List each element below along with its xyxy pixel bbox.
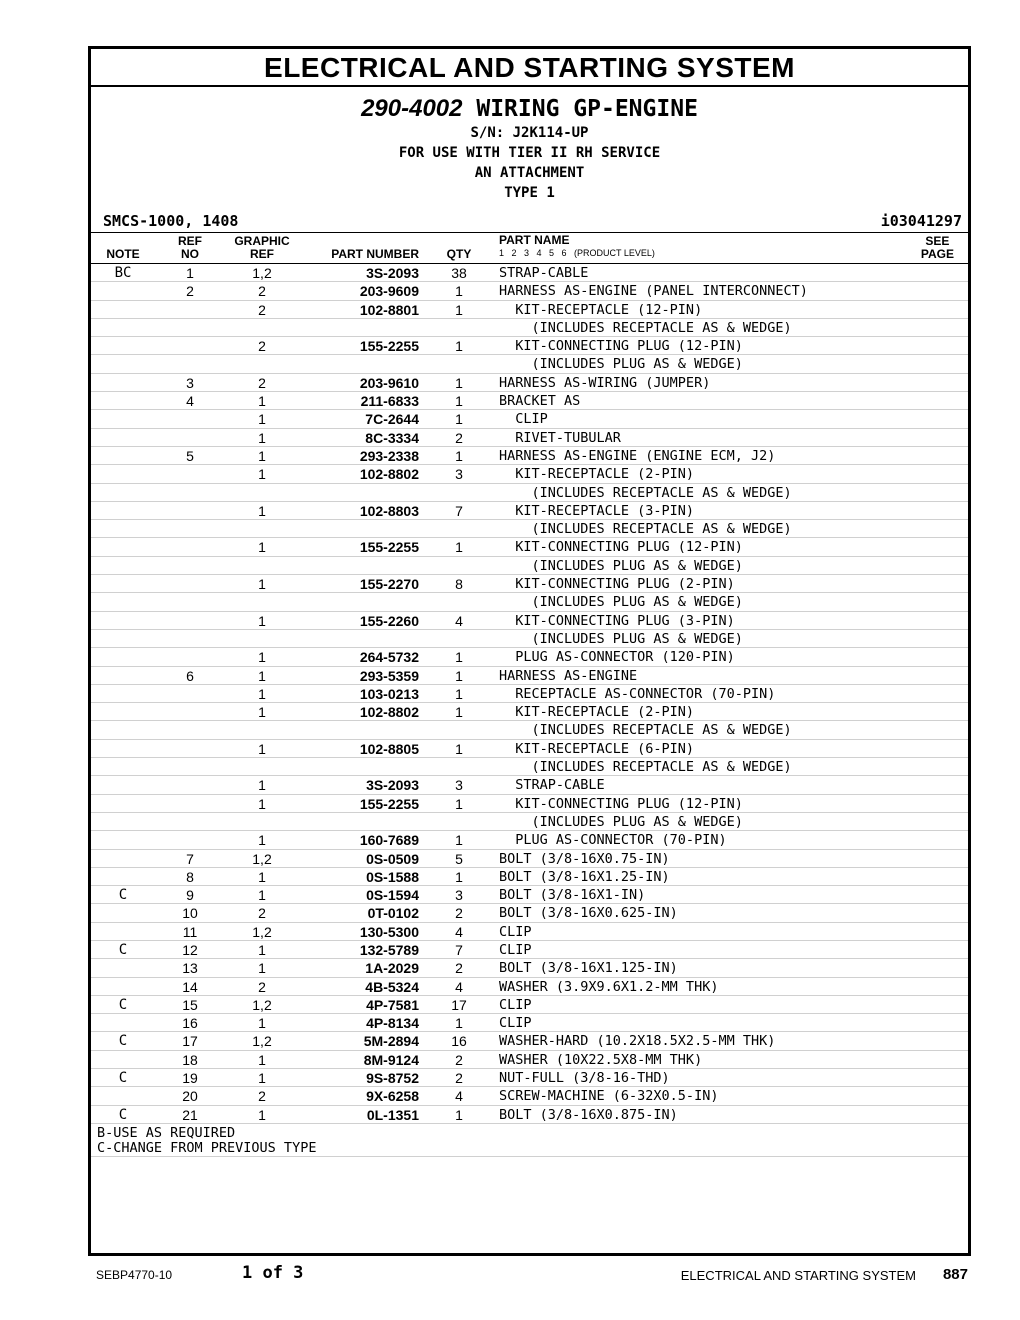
quantity-cell: 1: [455, 393, 463, 410]
quantity-cell: 7: [455, 502, 463, 519]
ref-number-cell: 9: [186, 887, 194, 904]
part-number-cell: 102-8803: [359, 502, 419, 519]
header-see-page: [921, 235, 954, 261]
ref-number-cell: 7: [186, 850, 194, 867]
part-number-cell: 102-8802: [359, 704, 419, 721]
table-row: [91, 868, 968, 886]
part-name-cell: HARNESS AS-ENGINE (ENGINE ECM, J2): [499, 447, 776, 464]
table-row: [91, 502, 968, 520]
graphic-ref-cell: 1: [258, 1051, 266, 1068]
part-name-cell: KIT-CONNECTING PLUG (12-PIN): [499, 539, 743, 556]
note-cell: C: [118, 1070, 128, 1087]
quantity-cell: 4: [455, 978, 463, 995]
quantity-cell: 1: [455, 1015, 463, 1032]
graphic-ref-cell: 2: [258, 905, 266, 922]
quantity-cell: 1: [455, 411, 463, 428]
part-number-cell: 0S-1588: [366, 868, 419, 885]
header-graphic-ref: [226, 235, 298, 261]
part-number-cell: 4P-8134: [366, 1015, 419, 1032]
table-row: [91, 301, 968, 319]
part-name-cell: KIT-RECEPTACLE (6-PIN): [499, 740, 695, 757]
part-name-cell: (INCLUDES RECEPTACLE AS & WEDGE): [499, 759, 792, 776]
part-name-cell: (INCLUDES RECEPTACLE AS & WEDGE): [499, 521, 792, 538]
table-row: [91, 319, 968, 337]
ref-number-cell: 1: [186, 265, 194, 281]
quantity-cell: 17: [451, 996, 467, 1013]
part-name-cell: KIT-CONNECTING PLUG (3-PIN): [499, 612, 735, 629]
table-row: [91, 721, 968, 739]
note-cell: C: [118, 941, 128, 958]
part-number-cell: 102-8802: [359, 466, 419, 483]
ref-number-cell: 17: [182, 1033, 198, 1050]
table-row: [91, 685, 968, 703]
graphic-ref-cell: 1: [258, 466, 266, 483]
header-product-levels: 1 2 3 4 5 6 (PRODUCT LEVEL): [499, 248, 655, 258]
table-row: [91, 904, 968, 922]
header-ref-bottom: NO: [181, 247, 199, 261]
graphic-ref-cell: 2: [258, 283, 266, 300]
quantity-cell: 2: [455, 1051, 463, 1068]
table-row: [91, 776, 968, 794]
part-name-cell: HARNESS AS-ENGINE (PANEL INTERCONNECT): [499, 283, 808, 300]
table-row: [91, 667, 968, 685]
quantity-cell: 1: [455, 1106, 463, 1123]
part-name-cell: BRACKET AS: [499, 393, 581, 410]
part-name-cell: BOLT (3/8-16X1.125-IN): [499, 960, 678, 977]
part-number-cell: 132-5789: [359, 941, 419, 958]
part-number-cell: 293-2338: [359, 447, 419, 464]
ref-number-cell: 2: [186, 283, 194, 300]
group-title-block: [91, 95, 968, 203]
part-number-cell: 0T-0102: [367, 905, 419, 922]
part-number-cell: 203-9609: [359, 283, 419, 300]
graphic-ref-cell: 1: [258, 393, 266, 410]
part-number-cell: 155-2255: [359, 338, 419, 355]
table-row: [91, 410, 968, 428]
table-row: [91, 850, 968, 868]
graphic-ref-cell: 1: [258, 795, 266, 812]
part-name-cell: CLIP: [499, 1015, 532, 1032]
table-row: [91, 465, 968, 483]
part-number-cell: 3S-2093: [366, 777, 419, 794]
table-row: [91, 630, 968, 648]
type-note: TYPE 1: [504, 185, 555, 201]
header-part-name-label: PART NAME: [499, 233, 570, 247]
header-qty: QTY: [446, 247, 472, 261]
part-name-cell: RECEPTACLE AS-CONNECTOR (70-PIN): [499, 685, 776, 702]
header-see-bottom: PAGE: [920, 247, 954, 261]
part-name-cell: STRAP-CABLE: [499, 265, 589, 281]
table-row: [91, 264, 968, 282]
quantity-cell: 5: [455, 850, 463, 867]
graphic-ref-cell: 2: [258, 1088, 266, 1105]
quantity-cell: 1: [455, 649, 463, 666]
table-row: [91, 648, 968, 666]
part-number-cell: 155-2270: [359, 576, 419, 593]
illustration-id: i03041297: [880, 212, 962, 230]
header-part-name: [499, 234, 655, 260]
table-row: [91, 740, 968, 758]
part-name-cell: KIT-RECEPTACLE (3-PIN): [499, 502, 695, 519]
ref-number-cell: 21: [182, 1106, 198, 1123]
ref-number-cell: 5: [186, 447, 194, 464]
header-see-top: SEE: [925, 234, 950, 248]
table-row: [91, 1106, 968, 1124]
part-name-cell: (INCLUDES PLUG AS & WEDGE): [499, 630, 743, 647]
part-name-cell: (INCLUDES PLUG AS & WEDGE): [499, 557, 743, 574]
part-number-cell: 0S-0509: [366, 850, 419, 867]
graphic-ref-cell: 1: [258, 502, 266, 519]
quantity-cell: 1: [455, 832, 463, 849]
quantity-cell: 1: [455, 539, 463, 556]
part-number-cell: 160-7689: [359, 832, 419, 849]
ref-number-cell: 19: [182, 1070, 198, 1087]
quantity-cell: 8: [455, 576, 463, 593]
part-name-cell: KIT-CONNECTING PLUG (12-PIN): [499, 795, 743, 812]
parts-table-body: [91, 264, 968, 1124]
quantity-cell: 2: [455, 1070, 463, 1087]
quantity-cell: 1: [455, 868, 463, 885]
ref-number-cell: 3: [186, 374, 194, 391]
page-number: 887: [942, 1266, 968, 1283]
table-row: [91, 593, 968, 611]
note-cell: C: [118, 996, 128, 1013]
graphic-ref-cell: 1,2: [252, 1033, 272, 1050]
graphic-ref-cell: 2: [258, 338, 266, 355]
table-row: [91, 1087, 968, 1105]
part-number-cell: 9S-8752: [366, 1070, 419, 1087]
table-header: [91, 232, 968, 264]
table-row: [91, 1014, 968, 1032]
attachment-note: AN ATTACHMENT: [474, 165, 585, 181]
header-note: NOTE: [106, 247, 140, 261]
quantity-cell: 4: [455, 612, 463, 629]
part-name-cell: PLUG AS-CONNECTOR (70-PIN): [499, 832, 727, 849]
document-number: SEBP4770-10: [96, 1268, 173, 1282]
table-row: [91, 1051, 968, 1069]
graphic-ref-cell: 1: [258, 777, 266, 794]
part-name-cell: NUT-FULL (3/8-16-THD): [499, 1070, 670, 1087]
part-number-cell: 8M-9124: [363, 1051, 419, 1068]
header-ref-top: REF: [178, 234, 202, 248]
quantity-cell: 3: [455, 887, 463, 904]
table-row: [91, 886, 968, 904]
quantity-cell: 3: [455, 466, 463, 483]
part-number-cell: 103-0213: [359, 685, 419, 702]
quantity-cell: 4: [455, 1088, 463, 1105]
header-ref: [164, 235, 216, 261]
table-row: [91, 337, 968, 355]
part-name-cell: HARNESS AS-ENGINE: [499, 667, 638, 684]
smcs-row: [91, 210, 968, 232]
graphic-ref-cell: 1: [258, 447, 266, 464]
part-name-cell: CLIP: [499, 941, 532, 958]
part-number-cell: 9X-6258: [366, 1088, 419, 1105]
ref-number-cell: 18: [182, 1051, 198, 1068]
quantity-cell: 1: [455, 795, 463, 812]
part-number-cell: 4B-5324: [365, 978, 419, 995]
graphic-ref-cell: 1: [258, 1106, 266, 1123]
footnote-c: C-CHANGE FROM PREVIOUS TYPE: [97, 1139, 317, 1156]
part-name-cell: HARNESS AS-WIRING (JUMPER): [499, 374, 711, 391]
ref-number-cell: 6: [186, 667, 194, 684]
quantity-cell: 1: [455, 447, 463, 464]
part-number-cell: 211-6833: [360, 393, 419, 410]
part-name-cell: WASHER (3.9X9.6X1.2-MM THK): [499, 978, 719, 995]
graphic-ref-cell: 1,2: [252, 923, 272, 940]
part-name-cell: SCREW-MACHINE (6-32X0.5-IN): [499, 1088, 719, 1105]
part-name-cell: BOLT (3/8-16X0.625-IN): [499, 905, 678, 922]
table-row: [91, 612, 968, 630]
graphic-ref-cell: 1: [258, 429, 266, 446]
part-number-cell: 203-9610: [359, 374, 419, 391]
graphic-ref-cell: 2: [258, 301, 266, 318]
serial-range: S/N: J2K114-UP: [470, 125, 589, 141]
graphic-ref-cell: 1,2: [252, 265, 272, 281]
part-name-cell: STRAP-CABLE: [499, 777, 605, 794]
part-number-cell: 293-5359: [359, 667, 419, 684]
graphic-ref-cell: 1: [258, 832, 266, 849]
graphic-ref-cell: 1: [258, 740, 266, 757]
part-name-cell: RIVET-TUBULAR: [499, 429, 621, 446]
table-row: [91, 557, 968, 575]
graphic-ref-cell: 1: [258, 667, 266, 684]
part-name-cell: CLIP: [499, 411, 548, 428]
graphic-ref-cell: 1: [258, 1015, 266, 1032]
part-name-cell: CLIP: [499, 996, 532, 1013]
table-row: [91, 996, 968, 1014]
table-row: [91, 959, 968, 977]
graphic-ref-cell: 1: [258, 960, 266, 977]
table-row: [91, 1069, 968, 1087]
part-name-cell: WASHER-HARD (10.2X18.5X2.5-MM THK): [499, 1033, 776, 1050]
part-number-cell: 0S-1594: [366, 887, 419, 904]
part-name-cell: BOLT (3/8-16X0.75-IN): [499, 850, 670, 867]
part-name-cell: (INCLUDES RECEPTACLE AS & WEDGE): [499, 484, 792, 501]
graphic-ref-cell: 1,2: [252, 850, 272, 867]
part-name-cell: KIT-CONNECTING PLUG (12-PIN): [499, 338, 743, 355]
note-cell: BC: [114, 265, 132, 281]
footnotes: [91, 1124, 968, 1157]
quantity-cell: 16: [451, 1033, 467, 1050]
quantity-cell: 2: [455, 429, 463, 446]
smcs-code: SMCS-1000, 1408: [103, 212, 239, 230]
graphic-ref-cell: 2: [258, 978, 266, 995]
quantity-cell: 1: [455, 704, 463, 721]
part-name-cell: KIT-RECEPTACLE (12-PIN): [499, 301, 703, 318]
table-row: [91, 392, 968, 410]
graphic-ref-cell: 1: [258, 576, 266, 593]
table-row: [91, 282, 968, 300]
table-row: [91, 1032, 968, 1050]
part-number-cell: 1A-2029: [365, 960, 419, 977]
table-row: [91, 923, 968, 941]
quantity-cell: 7: [455, 941, 463, 958]
table-row: [91, 813, 968, 831]
part-number-cell: 5M-2894: [363, 1033, 419, 1050]
ref-number-cell: 16: [182, 1015, 198, 1032]
quantity-cell: 1: [455, 283, 463, 300]
quantity-cell: 2: [455, 960, 463, 977]
quantity-cell: 2: [455, 905, 463, 922]
quantity-cell: 3: [455, 777, 463, 794]
table-row: [91, 795, 968, 813]
part-name-cell: CLIP: [499, 923, 532, 940]
page-of-count: 1 of 3: [242, 1263, 304, 1283]
part-name-cell: (INCLUDES RECEPTACLE AS & WEDGE): [499, 319, 792, 336]
table-row: [91, 703, 968, 721]
group-name: WIRING GP-ENGINE: [476, 96, 698, 122]
part-name-cell: KIT-CONNECTING PLUG (2-PIN): [499, 576, 735, 593]
header-graphic-bottom: REF: [250, 247, 274, 261]
part-name-cell: KIT-RECEPTACLE (2-PIN): [499, 466, 695, 483]
footnote-b: B-USE AS REQUIRED: [97, 1124, 236, 1141]
graphic-ref-cell: 1: [258, 685, 266, 702]
quantity-cell: 1: [455, 374, 463, 391]
table-row: [91, 429, 968, 447]
part-number-cell: 102-8801: [359, 301, 419, 318]
part-name-cell: BOLT (3/8-16X0.875-IN): [499, 1106, 678, 1123]
table-row: [91, 575, 968, 593]
ref-number-cell: 14: [182, 978, 198, 995]
header-graphic-top: GRAPHIC: [234, 234, 290, 248]
group-title: [91, 95, 968, 123]
part-name-cell: KIT-RECEPTACLE (2-PIN): [499, 704, 695, 721]
header-part-number: PART NUMBER: [331, 247, 419, 261]
quantity-cell: 1: [455, 301, 463, 318]
part-name-cell: WASHER (10X22.5X8-MM THK): [499, 1051, 703, 1068]
quantity-cell: 1: [455, 338, 463, 355]
table-row: [91, 831, 968, 849]
table-row: [91, 447, 968, 465]
table-row: [91, 355, 968, 373]
graphic-ref-cell: 1,2: [252, 996, 272, 1013]
table-row: [91, 538, 968, 556]
quantity-cell: 1: [455, 685, 463, 702]
part-name-cell: (INCLUDES RECEPTACLE AS & WEDGE): [499, 722, 792, 739]
part-number-cell: 155-2255: [359, 539, 419, 556]
quantity-cell: 1: [455, 667, 463, 684]
group-number: 290-4002: [361, 95, 463, 122]
part-name-cell: (INCLUDES PLUG AS & WEDGE): [499, 813, 743, 830]
part-name-cell: PLUG AS-CONNECTOR (120-PIN): [499, 649, 735, 666]
part-number-cell: 155-2260: [359, 612, 419, 629]
graphic-ref-cell: 1: [258, 411, 266, 428]
part-number-cell: 8C-3334: [365, 429, 419, 446]
table-row: [91, 374, 968, 392]
quantity-cell: 4: [455, 923, 463, 940]
part-number-cell: 155-2255: [359, 795, 419, 812]
table-row: [91, 941, 968, 959]
part-number-cell: 0L-1351: [366, 1106, 419, 1123]
note-cell: C: [118, 1033, 128, 1050]
ref-number-cell: 20: [182, 1088, 198, 1105]
graphic-ref-cell: 1: [258, 868, 266, 885]
part-name-cell: (INCLUDES PLUG AS & WEDGE): [499, 594, 743, 611]
part-name-cell: (INCLUDES PLUG AS & WEDGE): [499, 356, 743, 373]
note-cell: C: [118, 1106, 128, 1123]
graphic-ref-cell: 1: [258, 612, 266, 629]
graphic-ref-cell: 1: [258, 887, 266, 904]
table-row: [91, 484, 968, 502]
graphic-ref-cell: 1: [258, 539, 266, 556]
ref-number-cell: 10: [182, 905, 198, 922]
ref-number-cell: 4: [186, 393, 194, 410]
ref-number-cell: 15: [182, 996, 198, 1013]
graphic-ref-cell: 1: [258, 704, 266, 721]
graphic-ref-cell: 2: [258, 374, 266, 391]
quantity-cell: 38: [451, 265, 467, 281]
table-row: [91, 978, 968, 996]
part-number-cell: 102-8805: [359, 740, 419, 757]
note-cell: C: [118, 887, 128, 904]
ref-number-cell: 11: [182, 923, 198, 940]
ref-number-cell: 13: [182, 960, 198, 977]
ref-number-cell: 8: [186, 868, 194, 885]
part-name-cell: BOLT (3/8-16X1-IN): [499, 887, 646, 904]
table-row: [91, 520, 968, 538]
graphic-ref-cell: 1: [258, 649, 266, 666]
ref-number-cell: 12: [182, 941, 198, 958]
part-number-cell: 264-5732: [359, 649, 419, 666]
usage-note: FOR USE WITH TIER II RH SERVICE: [398, 145, 661, 161]
table-row: [91, 758, 968, 776]
parts-list-frame: [88, 46, 971, 1256]
section-title: ELECTRICAL AND STARTING SYSTEM: [91, 49, 968, 87]
part-number-cell: 7C-2644: [365, 411, 419, 428]
quantity-cell: 1: [455, 740, 463, 757]
graphic-ref-cell: 1: [258, 1070, 266, 1087]
part-name-cell: BOLT (3/8-16X1.25-IN): [499, 868, 670, 885]
graphic-ref-cell: 1: [258, 941, 266, 958]
part-number-cell: 130-5300: [359, 923, 419, 940]
part-number-cell: 3S-2093: [366, 265, 419, 281]
footer-section-name: ELECTRICAL AND STARTING SYSTEM: [680, 1268, 916, 1283]
part-number-cell: 4P-7581: [366, 996, 419, 1013]
